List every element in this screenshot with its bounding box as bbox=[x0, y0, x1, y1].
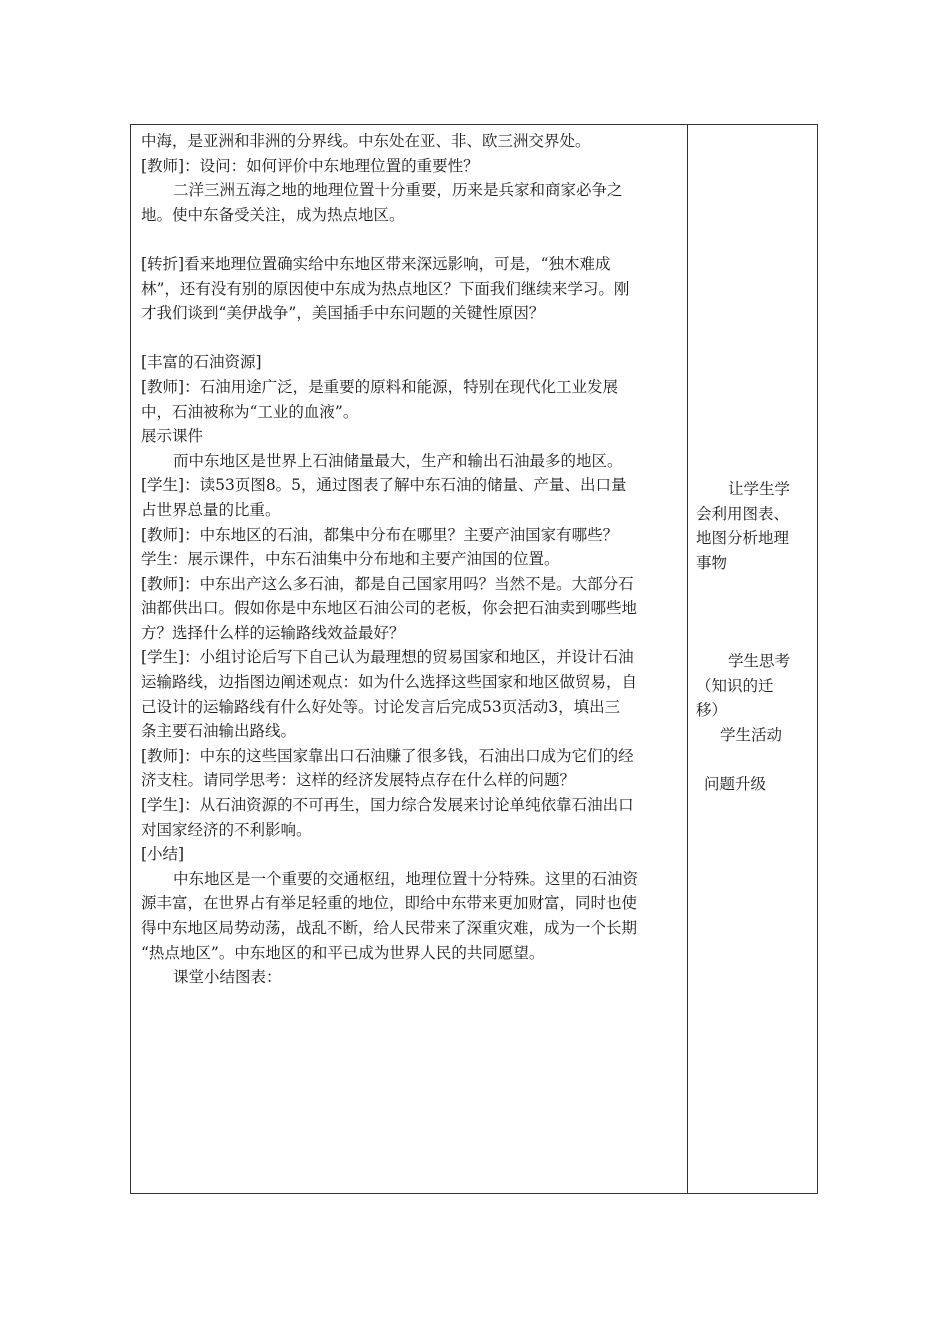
text-line: “热点地区”。中东地区的和平已成为世界人民的共同愿望。 bbox=[141, 943, 545, 962]
text-line: 得中东地区局势动荡，战乱不断，给人民带来了深重灾难，成为一个长期 bbox=[141, 919, 638, 937]
text-line: [教师]：中东的这些国家靠出口石油赚了很多钱，石油出口成为它们的经 bbox=[141, 746, 634, 765]
teaching-process-cell bbox=[141, 129, 679, 990]
text-line: [教师]：中东地区的石油，都集中分布在哪里？主要产油国家有哪些？ bbox=[141, 525, 619, 544]
text-line: 二洋三洲五海之地的地理位置十分重要，历来是兵家和商家必争之 bbox=[173, 181, 623, 200]
blank-line bbox=[141, 227, 679, 252]
text-line: [教师]：设问：如何评价中东地理位置的重要性？ bbox=[141, 156, 479, 175]
text-line: 对国家经济的不利影响。 bbox=[141, 820, 312, 839]
text-line: 己设计的运输路线有什么好处等。讨论发言后完成53页活动3，填出三 bbox=[141, 697, 621, 716]
text-line: 油都供出口。假如你是中东地区石油公司的老板，你会把石油卖到哪些地 bbox=[141, 599, 638, 618]
side-note-line: 地图分析地理 bbox=[696, 529, 790, 548]
text-line: 条主要石油输出路线。 bbox=[141, 722, 297, 741]
side-note-line: 会利用图表、 bbox=[696, 504, 790, 523]
column-divider bbox=[687, 125, 688, 1193]
blank-line bbox=[696, 575, 814, 600]
text-line: [转折]看来地理位置确实给中东地区带来深远影响，可是，“独木难成 bbox=[141, 254, 611, 273]
text-line: [教师]：石油用途广泛，是重要的原料和能源，特别在现代化工业发展 bbox=[141, 377, 619, 396]
lesson-table bbox=[130, 124, 818, 1194]
blank-line bbox=[696, 748, 814, 773]
side-note-line: 问题升级 bbox=[704, 775, 767, 794]
blank-line bbox=[696, 625, 814, 650]
text-line: [教师]：中东出产这么多石油，都是自己国家用吗？当然不是。大部分石 bbox=[141, 574, 634, 593]
text-line: 地。使中东备受关注，成为热点地区。 bbox=[141, 205, 405, 224]
text-line: 中，石油被称为“工业的血液”。 bbox=[141, 402, 359, 421]
text-line: 课堂小结图表： bbox=[173, 968, 282, 987]
side-note-line: （知识的迁 bbox=[696, 676, 774, 695]
text-line: [学生]：读53页图8。5，通过图表了解中东石油的储量、产量、出口量 bbox=[141, 476, 627, 495]
section-heading: [小结] bbox=[141, 845, 185, 864]
side-note-line: 事物 bbox=[696, 553, 728, 572]
text-line: 占世界总量的比重。 bbox=[141, 500, 281, 519]
blank-line bbox=[141, 326, 679, 351]
text-line: 中东地区是一个重要的交通枢纽，地理位置十分特殊。这里的石油资 bbox=[173, 869, 639, 888]
side-note-line: 移） bbox=[696, 701, 728, 720]
text-line: [学生]：从石油资源的不可再生，国力综合发展来讨论单纯依靠石油出口 bbox=[141, 796, 634, 815]
text-line: 济支柱。请同学思考：这样的经济发展特点存在什么样的问题？ bbox=[141, 771, 576, 790]
text-line: 源丰富，在世界占有举足轻重的地位，即给中东带来更加财富，同时也使 bbox=[141, 894, 638, 913]
text-line: 方？选择什么样的运输路线效益最好？ bbox=[141, 623, 405, 642]
blank-line bbox=[696, 600, 814, 625]
text-line: 学生：展示课件，中东石油集中分布地和主要产油国的位置。 bbox=[141, 550, 560, 569]
text-line: 才我们谈到“美伊战争”，美国插手中东问题的关键性原因？ bbox=[141, 304, 545, 323]
text-line: 展示课件 bbox=[141, 427, 204, 446]
text-line: 而中东地区是世界上石油储量最大，生产和输出石油最多的地区。 bbox=[173, 451, 623, 470]
side-note-line: 让学生学 bbox=[728, 480, 791, 498]
text-line: 运输路线，边指图边阐述观点：如为什么选择这些国家和地区做贸易，自 bbox=[141, 673, 638, 692]
design-intent-cell bbox=[696, 477, 814, 797]
side-note-line: 学生思考 bbox=[728, 652, 791, 671]
text-line: [学生]：小组讨论后写下自己认为最理想的贸易国家和地区，并设计石油 bbox=[141, 648, 634, 667]
text-line: 中海，是亚洲和非洲的分界线。中东处在亚、非、欧三洲交界处。 bbox=[141, 132, 591, 150]
section-heading: [丰富的石油资源] bbox=[141, 353, 262, 372]
text-line: 林”，还有没有别的原因使中东成为热点地区？下面我们继续来学习。刚 bbox=[141, 279, 630, 298]
side-note-line: 学生活动 bbox=[720, 725, 783, 744]
